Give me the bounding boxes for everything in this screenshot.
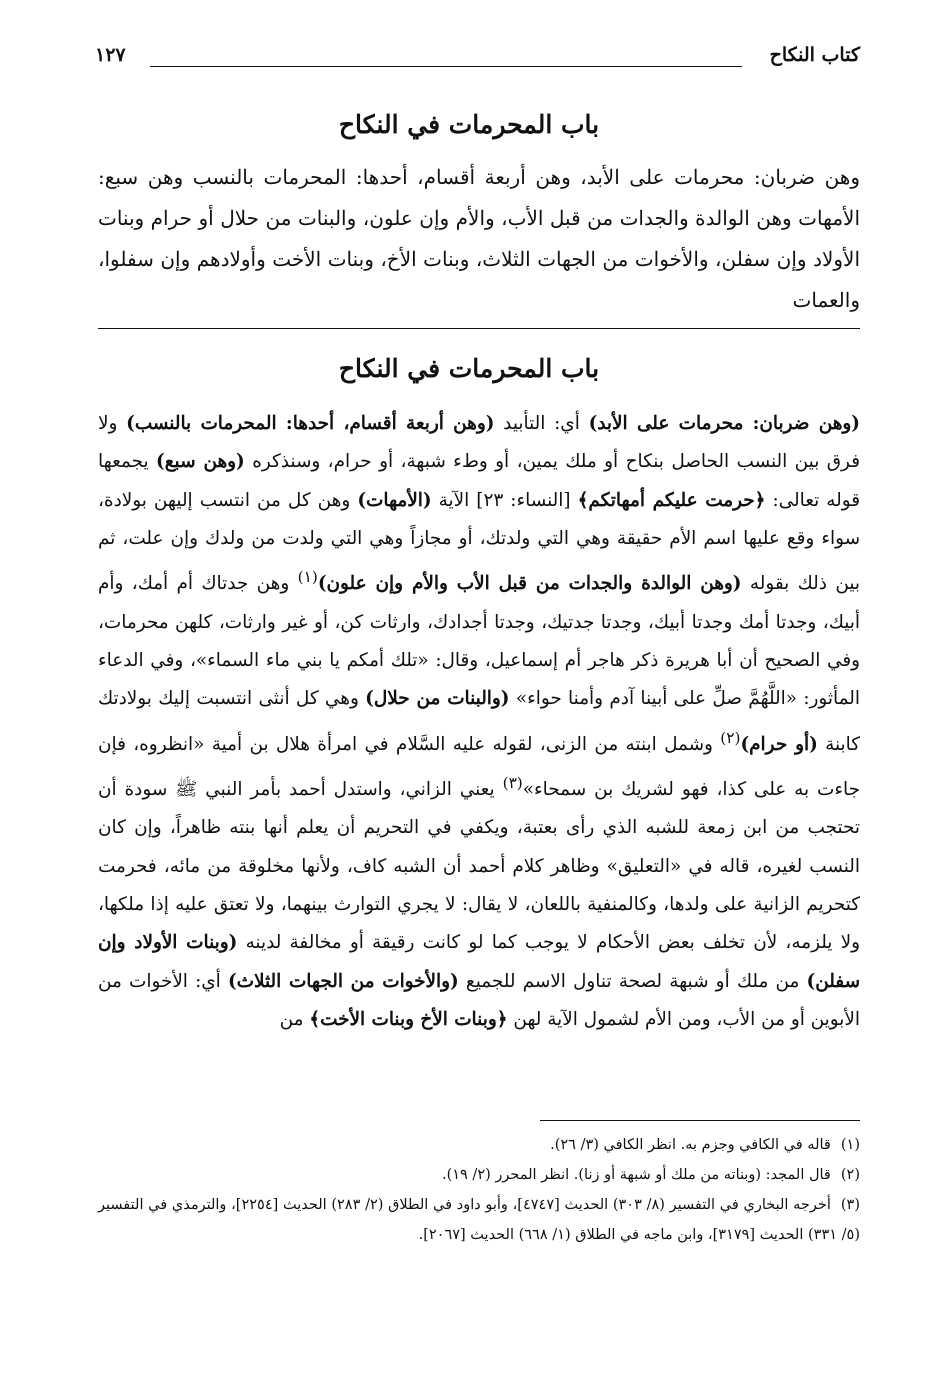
running-header	[95, 40, 860, 80]
commentary: أي: الأخوات من الأبوين أو من الأب، ومن الأم لشمول الآية لهن	[98, 970, 860, 1030]
footnote-text: قاله في الكافي وجزم به. انظر الكافي (٣/ ٢٦).	[550, 1137, 831, 1153]
commentary: [النساء: ٢٣] الآية	[431, 489, 578, 511]
footnote-number: (٢)	[840, 1167, 860, 1183]
footnotes	[98, 1130, 860, 1250]
footnote-rule	[540, 1120, 860, 1121]
quoted-matn: (وبنات الأولاد وإن سفلن)	[98, 932, 861, 992]
footnote-1	[98, 1130, 860, 1160]
quoted-matn: (والبنات من حلال)	[365, 688, 510, 710]
footnote-ref: (٢)	[720, 728, 741, 747]
footnote-ref: (١)	[297, 568, 318, 587]
quoted-matn: (وهن أربعة أقسام، أحدها: المحرمات بالنسب)	[126, 413, 495, 434]
quoted-matn: (وهن ضربان: محرمات على الأبد)	[588, 413, 860, 434]
book-title: كتاب النكاح	[769, 44, 860, 66]
footnote-3	[98, 1190, 860, 1250]
commentary: يجمعها قوله تعالى:	[98, 451, 861, 511]
commentary: وهي كل أنثى انتسبت إليك بولادتك كابنة	[98, 688, 861, 755]
footnote-2	[98, 1160, 860, 1190]
commentary: من ملك أو شبهة لصحة تناول الاسم للجميع	[458, 970, 807, 992]
matn-chapter-title: باب المحرمات في النكاح	[338, 110, 600, 139]
footnote-number: (٣)	[840, 1197, 860, 1213]
commentary: ولا فرق بين النسب الحاصل بنكاح أو ملك يمين، أو وطء شبهة، أو حرام، وسنذكره	[98, 413, 860, 473]
header-rule	[150, 66, 742, 67]
sharh-text	[98, 405, 860, 1039]
quoted-matn: (والأخوات من الجهات الثلاث)	[227, 970, 459, 992]
quran-verse: ﴿حرمت عليكم أمهاتكم﴾	[577, 489, 766, 511]
quoted-matn: (أو حرام)	[740, 733, 818, 755]
footnote-ref: (٣)	[502, 773, 523, 792]
page-number: ١٢٧	[95, 44, 126, 66]
matn-separator	[98, 328, 860, 329]
commentary: وهن كل من انتسب إليهن بولادة، سواء وقع عليها اسم الأم حقيقة وهي التي ولدتك، أو مجازاً وهي التي ولدت من ولدك وإن علت، ثم بين ذلك بقوله	[98, 489, 860, 595]
footnote-text: أخرجه البخاري في التفسير (٨/ ٣٠٣) الحديث [٤٧٤٧]، وأبو داود في الطلاق (٢/ ٢٨٣) الحديث [٢٢٥٤]، والترمذي في التفسير (٥/ ٣٣١) الحديث [٣١٧٩]، وابن ماجه في الطلاق (١/ ٦٦٨) الحديث [٢٠٦٧].	[98, 1197, 860, 1243]
commentary: وشمل ابنته من الزنى، لقوله عليه السَّلام في امرأة هلال بن أمية «انظروه، فإن جاءت به على كذا، فهو لشريك بن سمحاء»	[98, 733, 860, 801]
commentary: أي: التأبيد	[494, 413, 589, 434]
sharh-chapter-title: باب المحرمات في النكاح	[338, 354, 600, 383]
matn-text: وهن ضربان: محرمات على الأبد، وهن أربعة أقسام، أحدها: المحرمات بالنسب وهن سبع: الأمهات وهن الوالدة والجدات من قبل الأب، والأم وإن علون، والبنات من حلال أو حرام وبنات الأولاد وإن سفلن، والأخوات من الجهات الثلاث، وبنات الأخ، وبنات الأخت وأولادهم وإن سفلوا، والعمات	[98, 165, 860, 312]
footnote-number: (١)	[840, 1137, 860, 1153]
quoted-matn: (وهن سبع)	[156, 451, 245, 473]
commentary: وهن جدتاك أم أمك، وأم أبيك، وجدتا أمك وجدتا أبيك، وجدتا جدتيك، وجدتا أجدادك، وارثات كن، أو غير وارثات، كلهن محرمات، وفي الصحيح أن أبا هريرة ذكر هاجر أم إسماعيل، وقال: «تلك أمكم يا بني ماء السماء»، وفي الدعاء المأثور: «اللَّهُمَّ صلِّ على أبينا آدم وأمنا حواء»	[98, 573, 860, 710]
quoted-matn: (وهن الوالدة والجدات من قبل الأب والأم وإن علون)	[317, 573, 742, 595]
footnote-text: قال المجد: (وبناته من ملك أو شبهة أو زنا). انظر المحرر (٢/ ١٩).	[441, 1167, 831, 1183]
commentary: من	[279, 1008, 310, 1030]
quoted-matn: (الأمهات)	[357, 489, 432, 511]
quran-verse: ﴿وبنات الأخ وبنات الأخت﴾	[309, 1008, 508, 1030]
commentary: يعني الزاني، واستدل أحمد بأمر النبي ﷺ سودة أن تحتجب من ابن زمعة للشبه الذي رأى بعتبة، ويكفي في التحريم أن يعلم أنها بنته ظاهراً، وإن كان النسب لغيره، قاله في «التعليق» وظاهر كلام أحمد أن الشبه كاف، ولأنها مخلوقة من مائه، فحرمت كتحريم الزانية على ولدها، وكالمنفية باللعان، لا يقال: لا يجري التوارث بينهما، ولا تعتق عليه إذا ملكها، ولا يلزمه، لأن تخلف بعض الأحكام لا يوجب كما لو كانت رقيقة أو مخالفة لدينه	[98, 779, 860, 954]
